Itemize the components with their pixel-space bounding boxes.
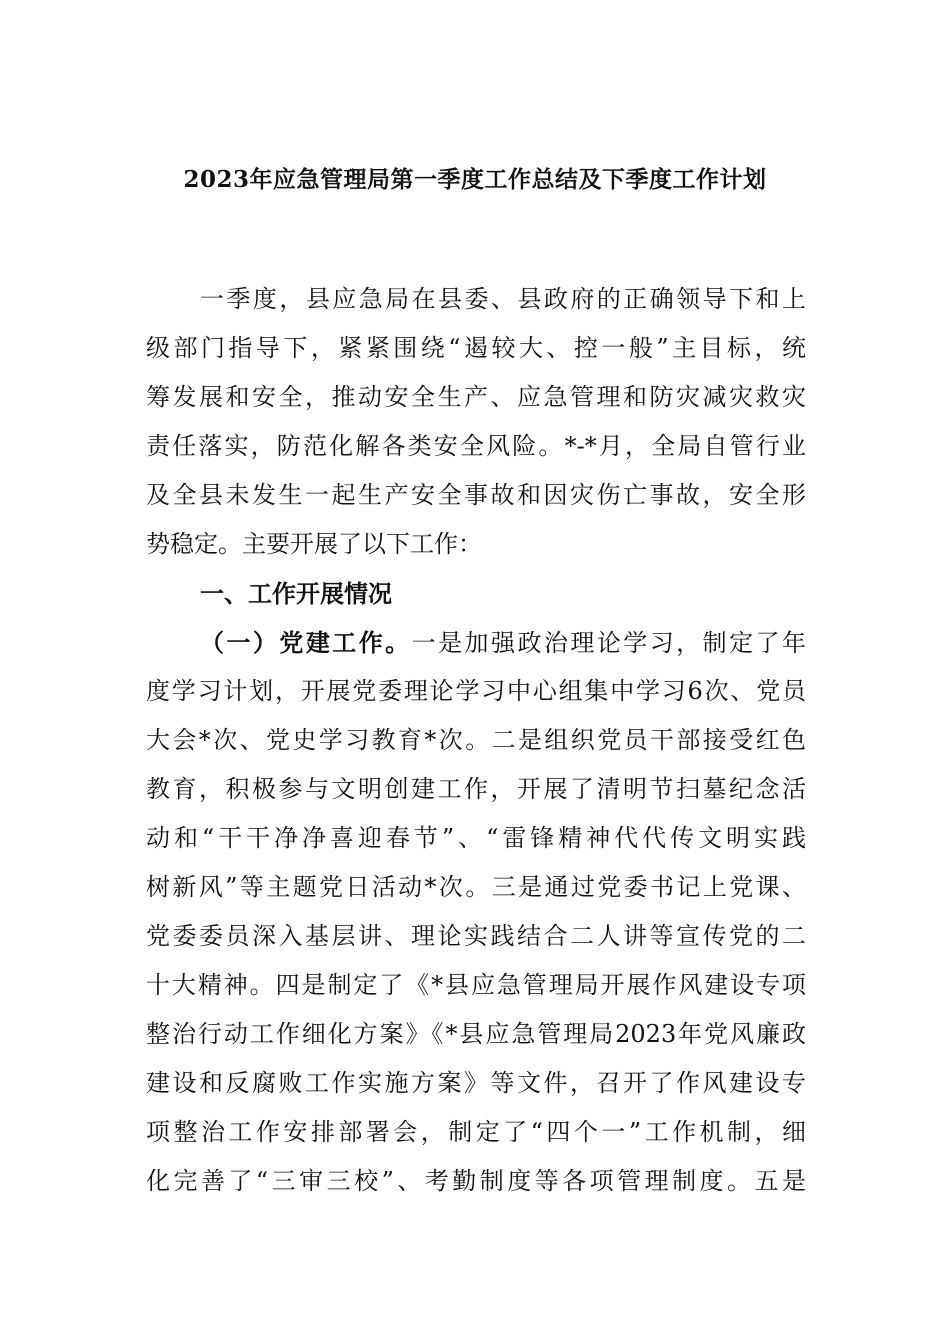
paragraph-line: 动和“干干净净喜迎春节”、“雷锋精神代代传文明实践 <box>146 824 806 852</box>
paragraph-line <box>146 618 806 667</box>
section-heading: 一、工作开展情况 <box>200 579 392 608</box>
paragraph-line: 势稳定。主要开展了以下工作： <box>146 530 482 558</box>
paragraph-line: 大会*次、党史学习教育*次。二是组织党员干部接受红色 <box>146 726 806 754</box>
paragraph-line: 筹发展和安全，推动安全生产、应急管理和防灾减灾救灾 <box>146 383 806 411</box>
paragraph-line: 党委委员深入基层讲、理论实践结合二人讲等宣传党的二 <box>146 922 806 950</box>
paragraph-line: 整治行动工作细化方案》《*县应急管理局2023年党风廉政 <box>146 1020 806 1048</box>
paragraph-text: 一是加强政治理论学习，制定了年 <box>411 629 807 657</box>
paragraph-line: 度学习计划，开展党委理论学习中心组集中学习6次、党员 <box>146 677 806 705</box>
subsection-label: （一）党建工作。 <box>200 628 412 657</box>
paragraph-line: 化完善了“三审三校”、考勤制度等各项管理制度。五是 <box>146 1167 806 1195</box>
paragraph-line: 一季度，县应急局在县委、县政府的正确领导下和上 <box>200 285 806 313</box>
paragraph-line: 建设和反腐败工作实施方案》等文件，召开了作风建设专 <box>146 1069 806 1097</box>
paragraph-line: 责任落实，防范化解各类安全风险。*-*月，全局自管行业 <box>146 432 806 460</box>
paragraph-line: 教育，积极参与文明创建工作，开展了清明节扫墓纪念活 <box>146 775 806 803</box>
paragraph-line: 项整治工作安排部署会，制定了“四个一”工作机制，细 <box>146 1118 806 1146</box>
paragraph-line: 级部门指导下，紧紧围绕“遏较大、控一般”主目标，统 <box>146 334 806 362</box>
paragraph-line: 十大精神。四是制定了《*县应急管理局开展作风建设专项 <box>146 971 806 999</box>
document-body <box>146 275 806 1206</box>
paragraph-line: 及全县未发生一起生产安全事故和因灾伤亡事故，安全形 <box>146 481 806 509</box>
paragraph-line: 树新风”等主题党日活动*次。三是通过党委书记上党课、 <box>146 873 806 901</box>
document-title: 2023年应急管理局第一季度工作总结及下季度工作计划 <box>183 166 767 193</box>
